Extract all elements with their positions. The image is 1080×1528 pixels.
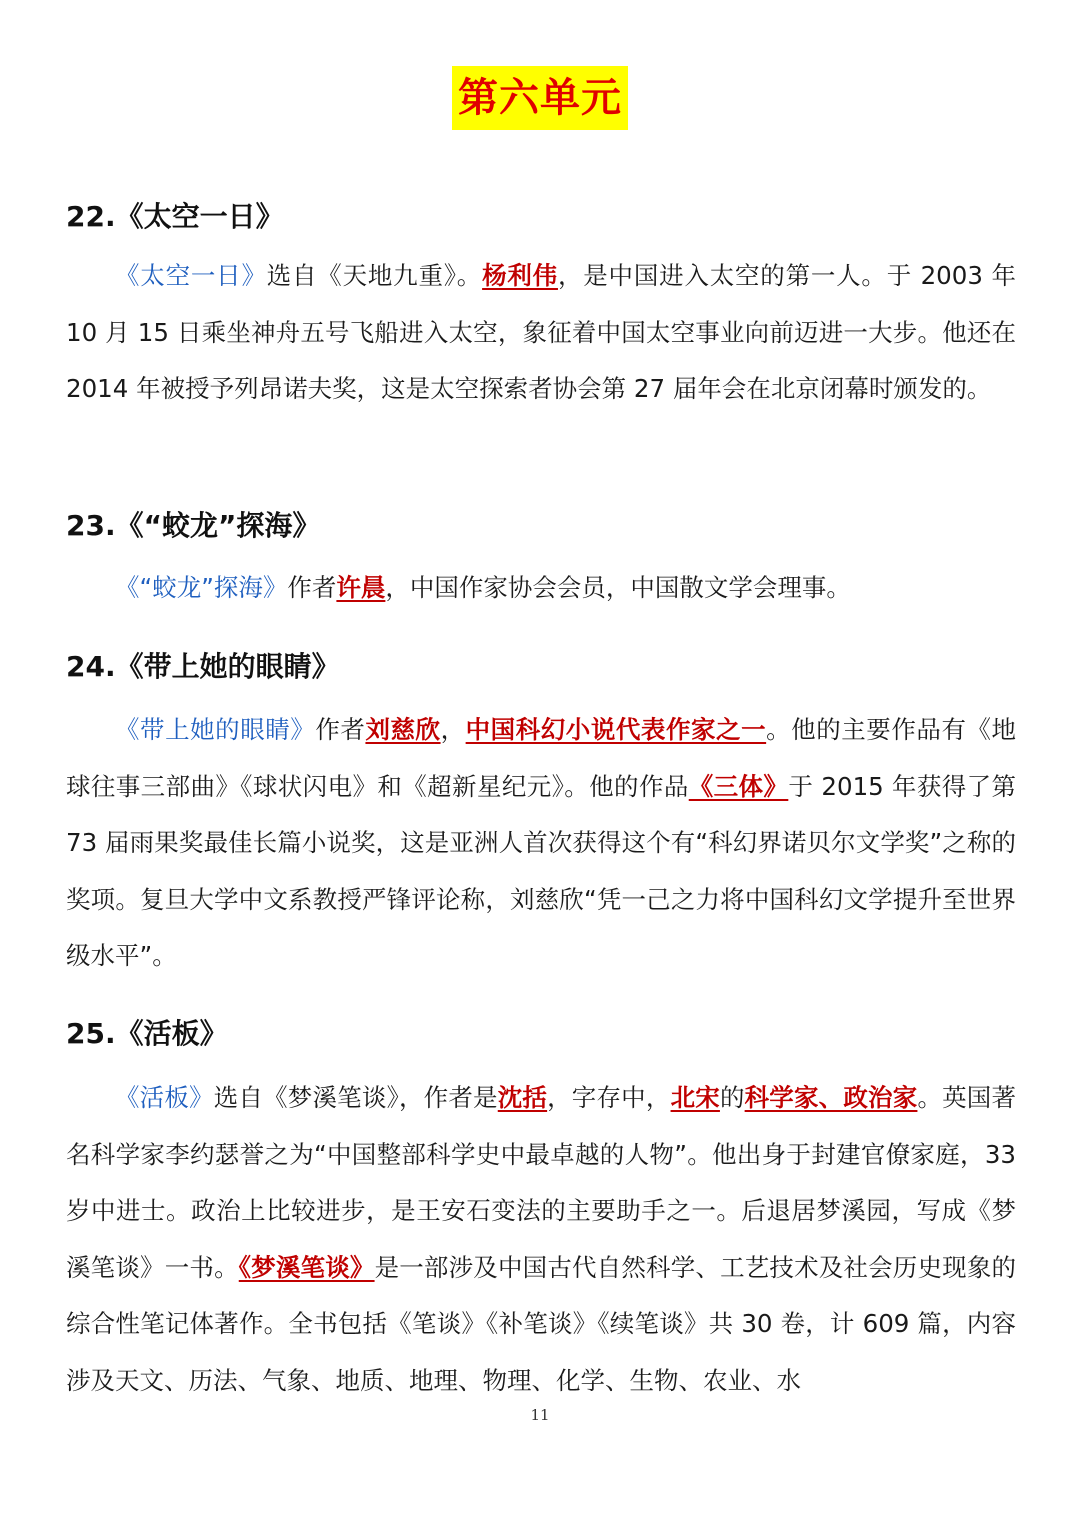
key-term-highlight: 许晨 [336,573,386,602]
key-term-highlight: 科学家、政治家 [744,1083,918,1112]
section-paragraph-22 [66,248,1016,418]
work-title-reference: 《太空一日》 [115,261,267,290]
paragraph-text: 选自《天地九重》。 [266,261,483,290]
paragraph-text: 作者 [315,715,366,744]
paragraph-text: 是一部涉及中国古代自然科学、工艺技术及社会历史现象的综合性笔记体著作。全书包括《笔谈》《补笔谈》《续笔谈》共 30 卷，计 609 篇，内容涉及天文、历法、气象、地质、地理、物理、化学、生物、农业、水 [66,1252,1017,1395]
paragraph-text: 选自《梦溪笔谈》，作者是 [213,1083,498,1112]
work-title-reference: 《带上她的眼睛》 [115,715,316,744]
paragraph-text: ， [440,715,466,744]
paragraph-text: 作者 [287,573,337,602]
work-title-reference: 《活板》 [115,1083,214,1112]
paragraph-text: 的 [719,1083,745,1112]
section-heading-24: 24.《带上她的眼睛》 [66,650,340,683]
section-heading-22: 22.《太空一日》 [66,200,284,233]
page-number: 11 [530,1406,550,1424]
key-term-highlight: 沈括 [497,1083,548,1112]
paragraph-text: 。他的主要作品有《地球往事三部曲》《球状闪电》和《超新星纪元》。他的作品 [66,715,1017,801]
paragraph-text: 于 2015 年获得了第 73 届雨果奖最佳长篇小说奖，这是亚洲人首次获得这个有“科幻界诺贝尔文学奖”之称的奖项。复旦大学中文系教授严锋评论称，刘慈欣“凭一己之力将中国科幻文学提升至世界级水平”。 [66,771,1016,970]
work-title-reference: 《“蛟龙”探海》 [115,573,288,602]
section-heading-23: 23.《“蛟龙”探海》 [66,509,321,542]
key-term-highlight: 中国科幻小说代表作家之一 [465,715,767,744]
paragraph-text: ，是中国进入太空的第一人。于 2003 年 10 月 15 日乘坐神舟五号飞船进入太空，象征着中国太空事业向前迈进一大步。他还在 2014 年被授予列昂诺夫奖，这是太空探索者协会第 27 届年会在北京闭幕时颁发的。 [66,261,1017,403]
key-term-highlight: 刘慈欣 [365,715,441,744]
key-term-highlight: 杨利伟 [482,261,558,290]
unit-title: 第六单元 [452,66,628,130]
paragraph-text: 。英国著名科学家李约瑟誉之为“中国整部科学史中最卓越的人物”。他出身于封建官僚家庭，33 岁中进士。政治上比较进步，是王安石变法的主要助手之一。后退居梦溪园，写成《梦溪笔谈》一书。 [66,1083,1016,1282]
key-term-highlight: 北宋 [670,1083,720,1112]
section-heading-25: 25.《活板》 [66,1017,228,1050]
section-paragraph-25 [66,1070,1016,1409]
section-paragraph-24 [66,702,1016,985]
key-term-highlight: 《梦溪笔谈》 [238,1252,375,1282]
section-paragraph-23 [66,560,1016,617]
paragraph-text: ，字存中， [547,1083,671,1112]
unit-title-container [0,66,1080,130]
key-term-highlight: 《三体》 [688,771,789,801]
paragraph-text: ，中国作家协会会员，中国散文学会理事。 [385,573,851,602]
